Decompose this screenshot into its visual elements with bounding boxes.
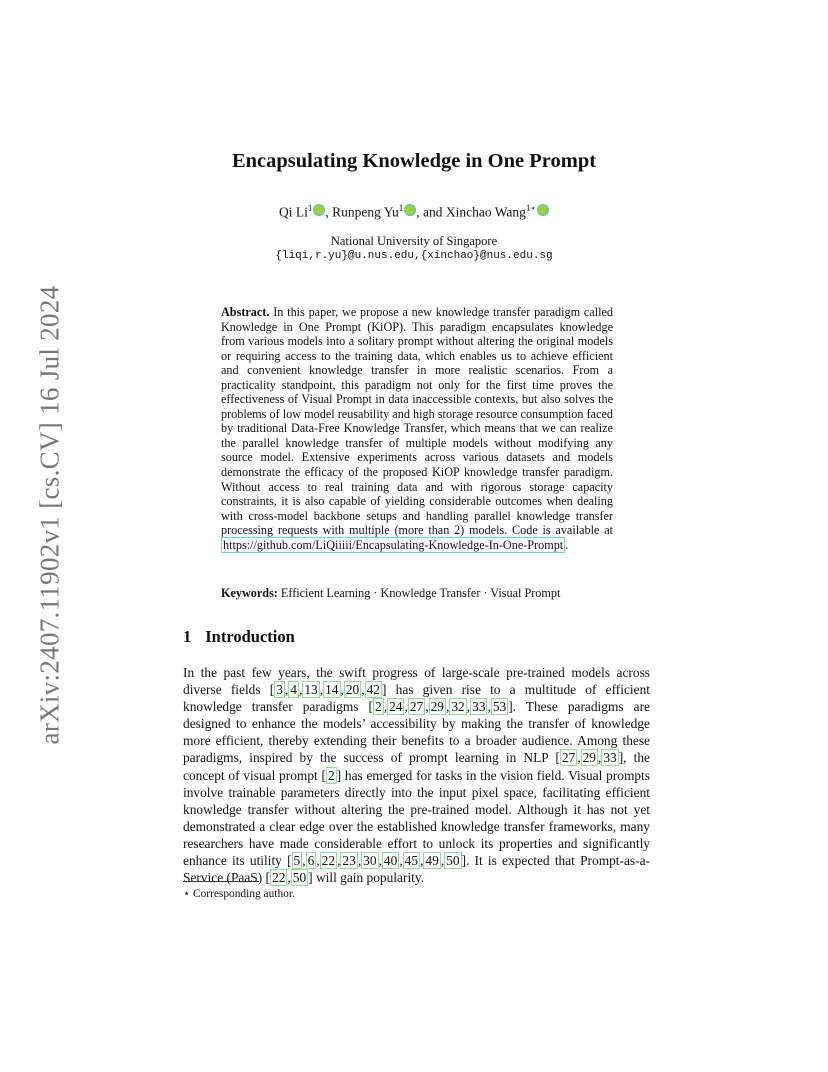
intro-text: In the past few years, the swift progress of large-scale pre-trained models across diverse fields [ [183,665,650,698]
intro-text: ], the concept of visual prompt [ [183,750,650,783]
author-emails: {liqi,r.yu}@u.nus.edu,{xinchao}@nus.edu.sg [275,250,553,262]
author-affiliation-mark: 1 [307,203,313,213]
citation-link[interactable]: 45 [404,853,419,869]
citation-link[interactable]: 13 [304,682,318,698]
citation-link[interactable]: 3 [276,682,283,698]
citation-link[interactable]: 30 [363,853,377,869]
citation-link[interactable]: 23 [342,853,356,869]
author-name: Qi Li [278,204,308,220]
footnote-rule [183,881,259,882]
orcid-icon[interactable] [537,204,549,216]
abstract-label: Abstract. [221,305,270,319]
intro-text: ] has given rise to a multitude of efficient knowledge transfer paradigms [ [183,682,650,715]
citation-link[interactable]: 6 [307,853,315,869]
citation-link[interactable]: 24 [389,699,403,715]
citation-link[interactable]: 27 [409,699,424,715]
abstract-end: . [565,537,569,552]
author-separator: , and [416,204,446,220]
citation-link[interactable]: 40 [383,853,398,869]
citation-link[interactable]: 33 [603,750,617,766]
orcid-icon[interactable] [404,204,416,216]
citation-link[interactable]: 22 [272,870,286,886]
author-affiliation-mark: 1⋆ [525,203,537,213]
keywords [221,586,621,601]
intro-text: ] has emerged for tasks in the vision field. Visual prompts involve trainable parameters directly into the input pixel space, facilitating efficient knowledge transfer without altering the pre-trained model. Although it has not yet demonstrated a clear edge over the established knowledge transfer frameworks, many researchers have made considerable effort to unlock its properties and significantly enhance its utility [ [183,767,650,869]
citation-link[interactable]: 2 [375,699,382,715]
abstract-text: In this paper, we propose a new knowledge transfer paradigm called Knowledge in One Prompt (KiOP). This paradigm encapsulates knowledge from various models into a solitary prompt without altering the original models or requiring access to the training data, which enables us to achieve efficient and convenient knowledge transfer in more realistic scenarios. From a practicality standpoint, this paradigm not only for the first time proves the effectiveness of Visual Prompt in data inaccessible contexts, but also solves the problems of low model reusability and high storage resource consumption faced by traditional Data-Free Knowledge Transfer, which means that we can realize the parallel knowledge transfer of multiple models without modifying any source model. Extensive experiments across various datasets and models demonstrate the efficacy of the proposed KiOP knowledge transfer paradigm. Without access to real training data and with rigorous storage capacity constraints, it is also capable of yielding considerable outcomes when dealing with cross-model backbone setups and handling parallel knowledge transfer processing requests with multiple (more than 2) models. Code is available at [221,305,613,538]
paper-title: Encapsulating Knowledge in One Prompt [231,150,597,172]
citation-link[interactable]: 29 [582,750,596,766]
citation-link[interactable]: 14 [325,682,339,698]
citation-link[interactable]: 29 [430,699,444,715]
section-heading [183,627,295,647]
citation-link[interactable]: 53 [492,699,507,715]
arxiv-sidebar-stamp: arXiv:2407.11902v1 [cs.CV] 16 Jul 2024 [34,285,65,745]
code-link[interactable]: https://github.com/LiQiiiii/Encapsulating-Knowledge-In-One-Prompt [223,537,564,552]
intro-paragraph: In the past few years, the swift progress of large-scale pre-trained models across diverse fields [ 3 , 4 , 13 , 14 , 20 , 42 ] has given rise to a multitude of efficient knowledge transfer paradigms [ 2 , 24 , 27 , 29 , 32 , 33 , 53 ]. These paradigms are designed to enhance the models’ accessibility by making the transfer of knowledge more efficient, thereby extending their benefits to a broader audience. Among these paradigms, inspired by the success of prompt learning in NLP [ 27 , 29 , 33 ], the concept of visual prompt [ 2 ] has emerged for tasks in the vision field. Visual prompts involve trainable parameters directly into the input pixel space, facilitating efficient knowledge transfer without altering the pre-trained model. Although it has not yet demonstrated a clear edge over the established knowledge transfer frameworks, many researchers have made considerable effort to unlock its properties and significantly enhance its utility [ 5 , 6 , 22 , 23 , 30 , 40 , 45 , 49 , 50 ]. It is expected that Prompt-as-a-Service (PaaS) [ 22 , 50 ] will gain popularity. [183,665,650,886]
citation-link[interactable]: 5 [293,853,301,869]
citation-link[interactable]: 27 [561,750,576,766]
intro-text: ]. These paradigms are designed to enhance the models’ accessibility by making the transfer of knowledge more efficient, thereby extending their benefits to a broader audience. Among these paradigms, inspired by the success of prompt learning in NLP [ [183,699,650,766]
intro-text: ] will gain popularity. [308,870,425,886]
keywords-text: Efficient Learning · Knowledge Transfer · Visual Prompt [280,586,561,600]
section-number: 1 [183,627,192,646]
abstract [221,305,613,552]
citation-link[interactable]: 22 [321,853,336,869]
footnote: ⋆ Corresponding author. [183,888,295,900]
author-name: Runpeng Yu [332,204,399,220]
author-name: Xinchao Wang [445,204,526,220]
citation-link[interactable]: 50 [292,870,307,886]
author-separator: , [325,204,333,220]
citation-link[interactable]: 49 [425,853,439,869]
affiliation: National University of Singapore [330,234,498,248]
orcid-icon[interactable] [313,204,325,216]
citation-link[interactable]: 32 [451,699,465,715]
citation-link[interactable]: 2 [327,767,335,783]
citation-link[interactable]: 42 [366,682,380,698]
intro-text: ]. It is expected that Prompt-as-a-Service (PaaS) [ [183,853,650,886]
keywords-label: Keywords: [221,586,278,600]
citation-link[interactable]: 50 [446,853,460,869]
author-affiliation-mark: 1 [398,203,404,213]
author-list [0,203,828,221]
citation-link[interactable]: 4 [290,682,297,698]
citation-link[interactable]: 33 [472,699,486,715]
citation-link[interactable]: 20 [345,682,360,698]
section-title: Introduction [205,627,295,646]
